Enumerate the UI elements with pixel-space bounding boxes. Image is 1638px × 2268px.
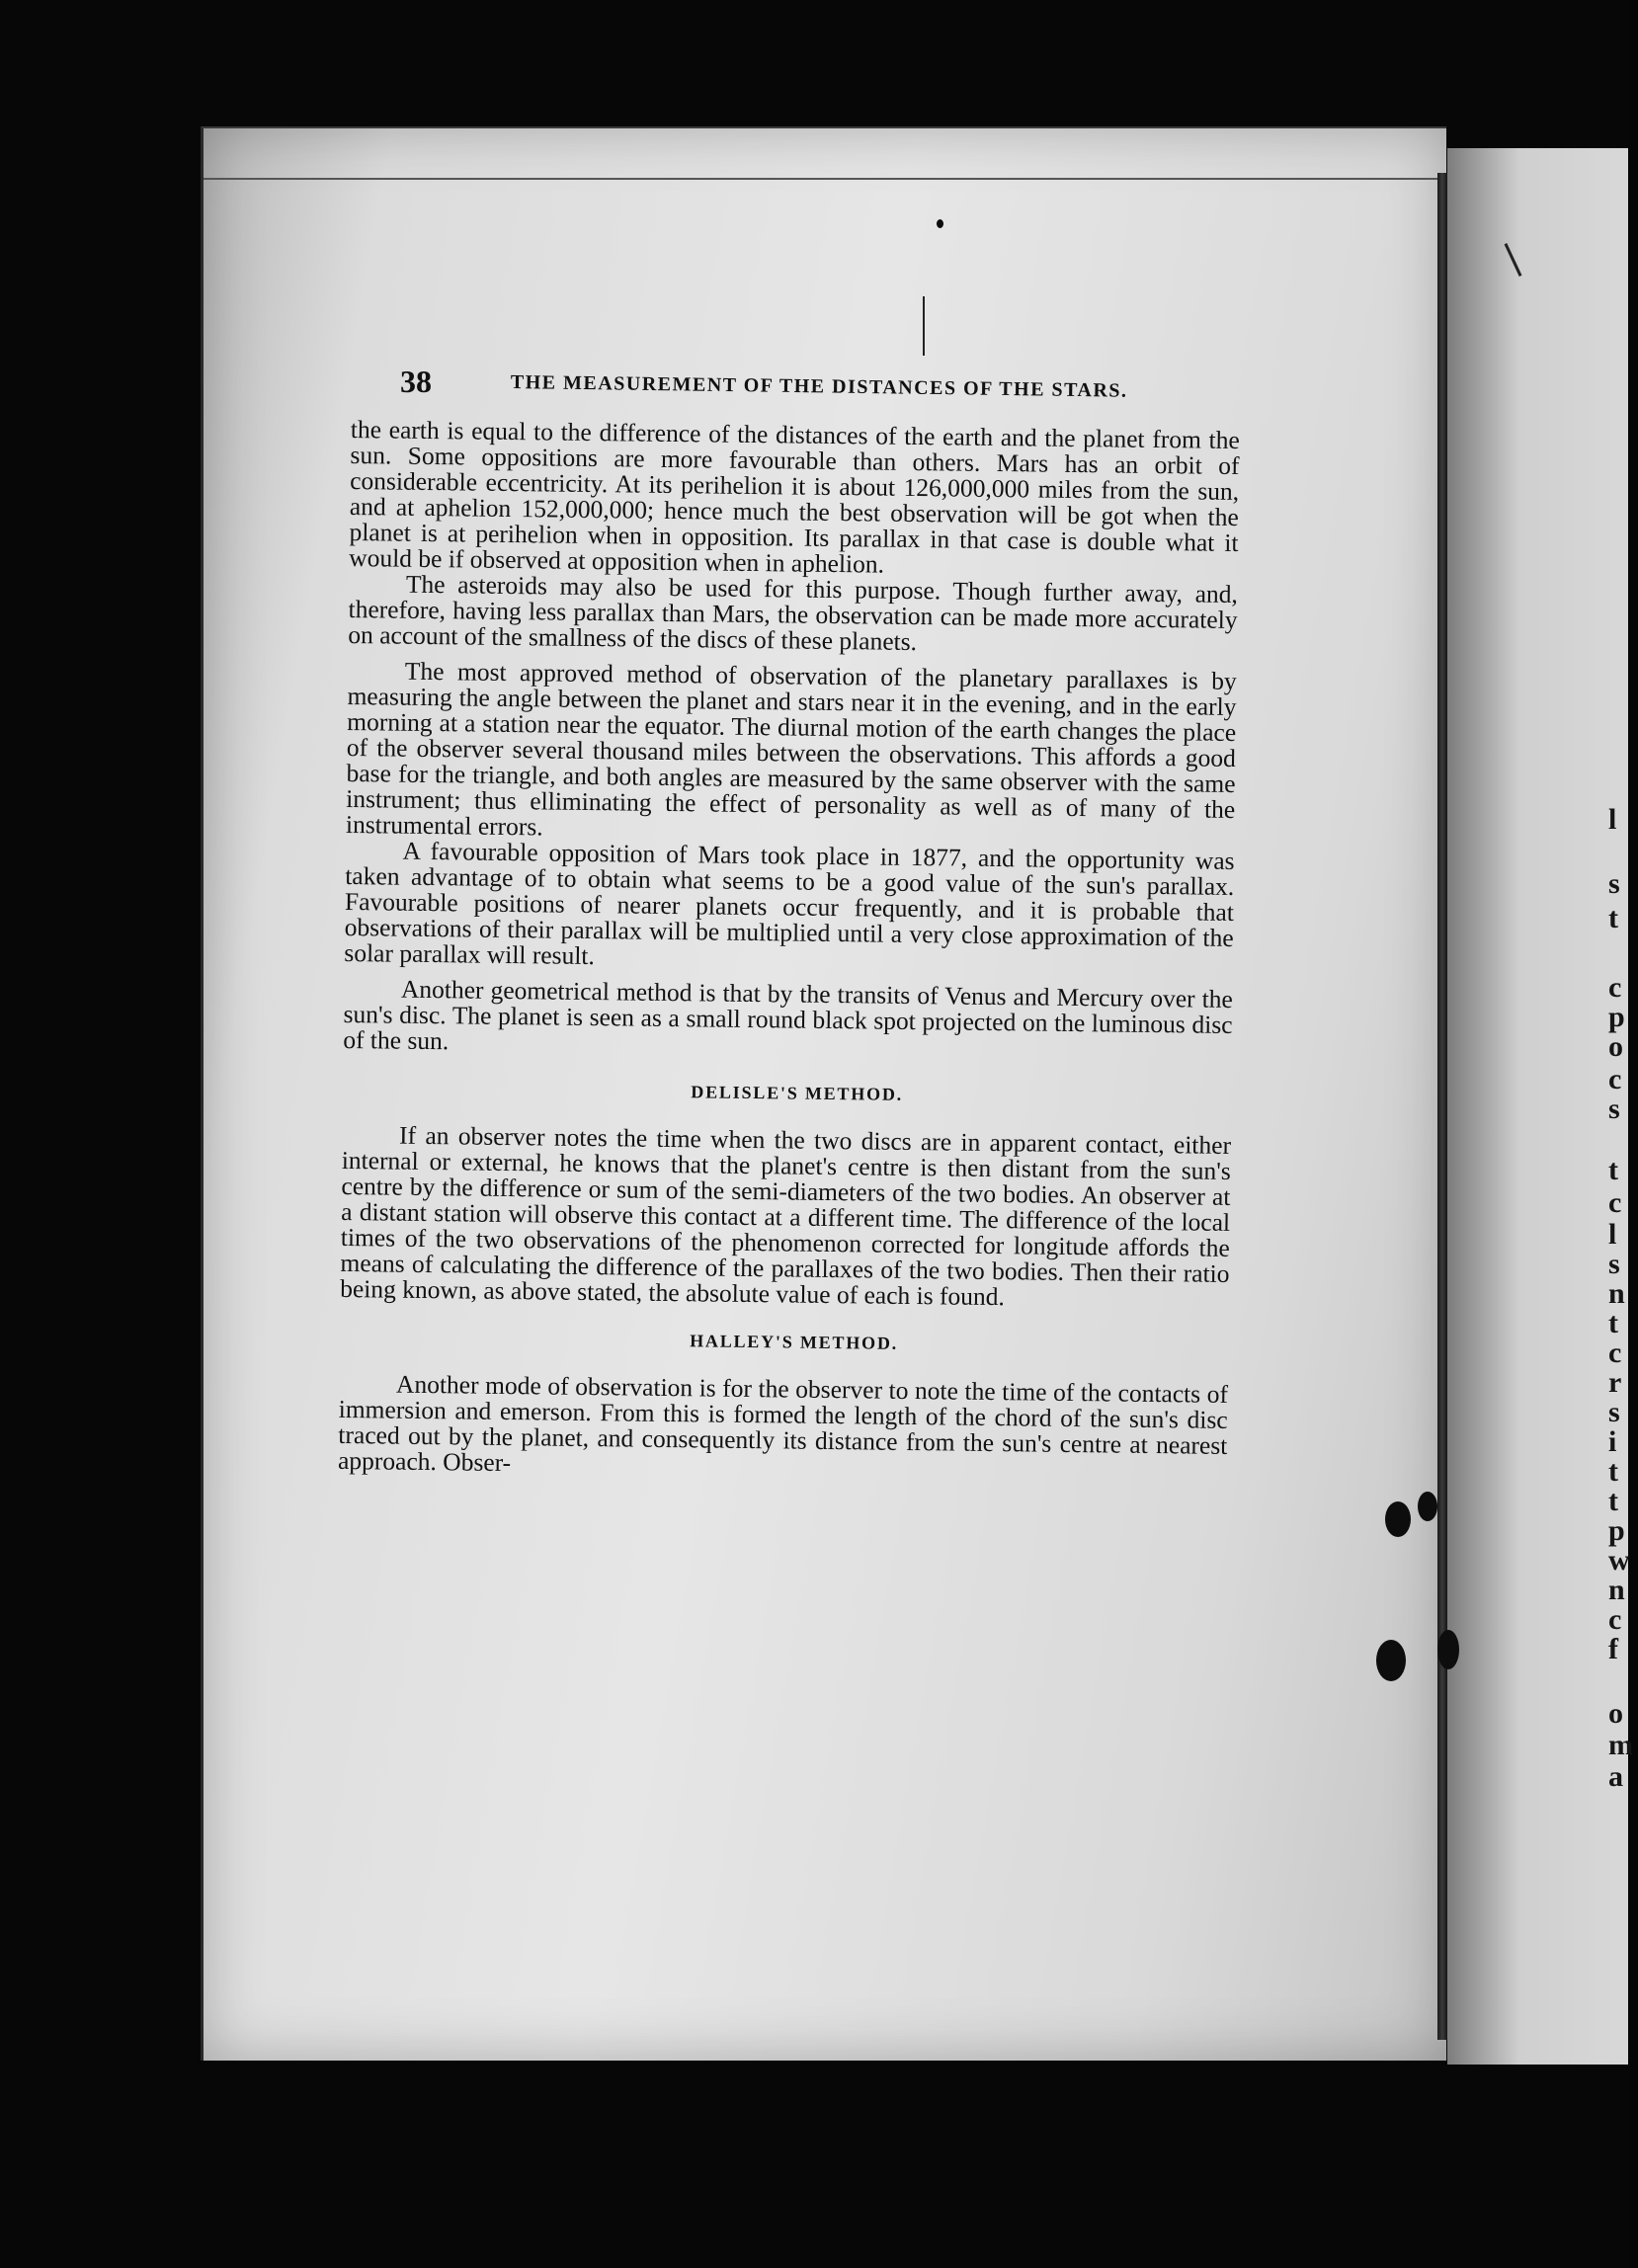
adjacent-fragment: w	[1608, 1544, 1630, 1577]
adjacent-fragment: s	[1608, 867, 1620, 900]
adjacent-fragment: c	[1608, 1186, 1622, 1219]
adjacent-fragment: f	[1608, 1633, 1618, 1665]
adjacent-fragment: i	[1608, 1425, 1617, 1458]
body-text	[338, 417, 1240, 1485]
adjacent-fragment: p	[1608, 1001, 1625, 1033]
paragraph: The most approved method of observation of the planetary parallaxes is by measuring the angle between the planet and stars near it in the evening, and in the early morning at a station near the equator. The diurnal motion of the earth changes the place of the observer several thousand miles between the observations. This affords a good base for the triangle, and both angles are measured by the same observer with the same instrument; thus elliminating the effect of personality as well as of many of the instrumental errors.	[345, 656, 1237, 842]
page-number: 38	[400, 364, 432, 399]
adjacent-fragment: n	[1608, 1574, 1625, 1606]
paragraph: The asteroids may also be used for this purpose. Though further away, and, therefore, having less parallax than Mars, the observation can be made more accurately on account of the smallness of the discs of these planets.	[348, 569, 1239, 657]
adjacent-fragment: s	[1608, 1093, 1620, 1125]
adjacent-fragment: t	[1608, 1154, 1618, 1186]
adjacent-fragment: t	[1608, 1307, 1618, 1339]
adjacent-fragment: o	[1608, 1697, 1623, 1730]
adjacent-fragment: p	[1608, 1514, 1625, 1547]
adjacent-fragment: c	[1608, 1336, 1622, 1369]
section-heading: DELISLE'S METHOD.	[691, 1082, 904, 1104]
adjacent-fragment: l	[1608, 1218, 1617, 1251]
adjacent-fragment: t	[1608, 902, 1618, 934]
adjacent-fragment: c	[1608, 1063, 1622, 1095]
paragraph: If an observer notes the time when the two discs are in apparent contact, either internal or external, he knows that the planet's centre is then distant from the sun's centre by the difference or sum of the semi-diameters of the two bodies. An observer at a distant station will observe this contact at a different time. The difference of the local times of the two observations of the phenomenon corrected for longitude affords the means of calculating the difference of the parallaxes of the two bodies. Then their ratio being known, as above stated, the absolute value of each is found.	[340, 1120, 1232, 1312]
adjacent-fragment: c	[1608, 971, 1622, 1004]
paragraph: Another geometrical method is that by the transits of Venus and Mercury over the sun's disc. The planet is seen as a small round black spot projected on the luminous disc of the sun.	[343, 974, 1234, 1056]
adjacent-fragment: r	[1608, 1366, 1622, 1399]
paragraph: the earth is equal to the difference of the distances of the earth and the planet from the sun. Some oppositions are more favourable than others. Mars has an orbit of considerable eccentricity. At its perihelion it is about 126,000,000 miles from the sun, and at aphelion 152,000,000; hence much the best observation will be got when the planet is at perihelion when in opposition. Its parallax in that case is double what it would be if observed at opposition when in aphelion.	[349, 415, 1240, 579]
adjacent-fragment: s	[1608, 1248, 1620, 1280]
adjacent-fragment: c	[1608, 1603, 1622, 1636]
adjacent-fragment: s	[1608, 1396, 1620, 1428]
adjacent-fragment: l	[1608, 803, 1617, 836]
adjacent-fragment: o	[1608, 1030, 1623, 1063]
adjacent-fragment: n	[1608, 1277, 1625, 1310]
paragraph: A favourable opposition of Mars took place in 1877, and the opportunity was taken advantage of to obtain what seems to be a good value of the sun's parallax. Favourable positions of nearer planets occur frequently, and it is probable that observations of their parallax will be multiplied until a very close approximation of the solar parallax will result.	[344, 836, 1235, 971]
adjacent-fragment: t	[1608, 1455, 1618, 1488]
adjacent-fragment: a	[1608, 1760, 1623, 1793]
running-head-title: THE MEASUREMENT OF THE DISTANCES OF THE STARS.	[510, 371, 1128, 402]
section-heading: HALLEY'S METHOD.	[690, 1331, 899, 1353]
adjacent-fragment: t	[1608, 1485, 1618, 1517]
adjacent-fragment: m	[1608, 1729, 1633, 1761]
paragraph: Another mode of observation is for the observer to note the time of the contacts of immersion and emerson. From this is formed the length of the chord of the sun's disc traced out by the planet, and consequently its distance from the sun's centre at nearest approach. Obser-	[337, 1369, 1229, 1478]
